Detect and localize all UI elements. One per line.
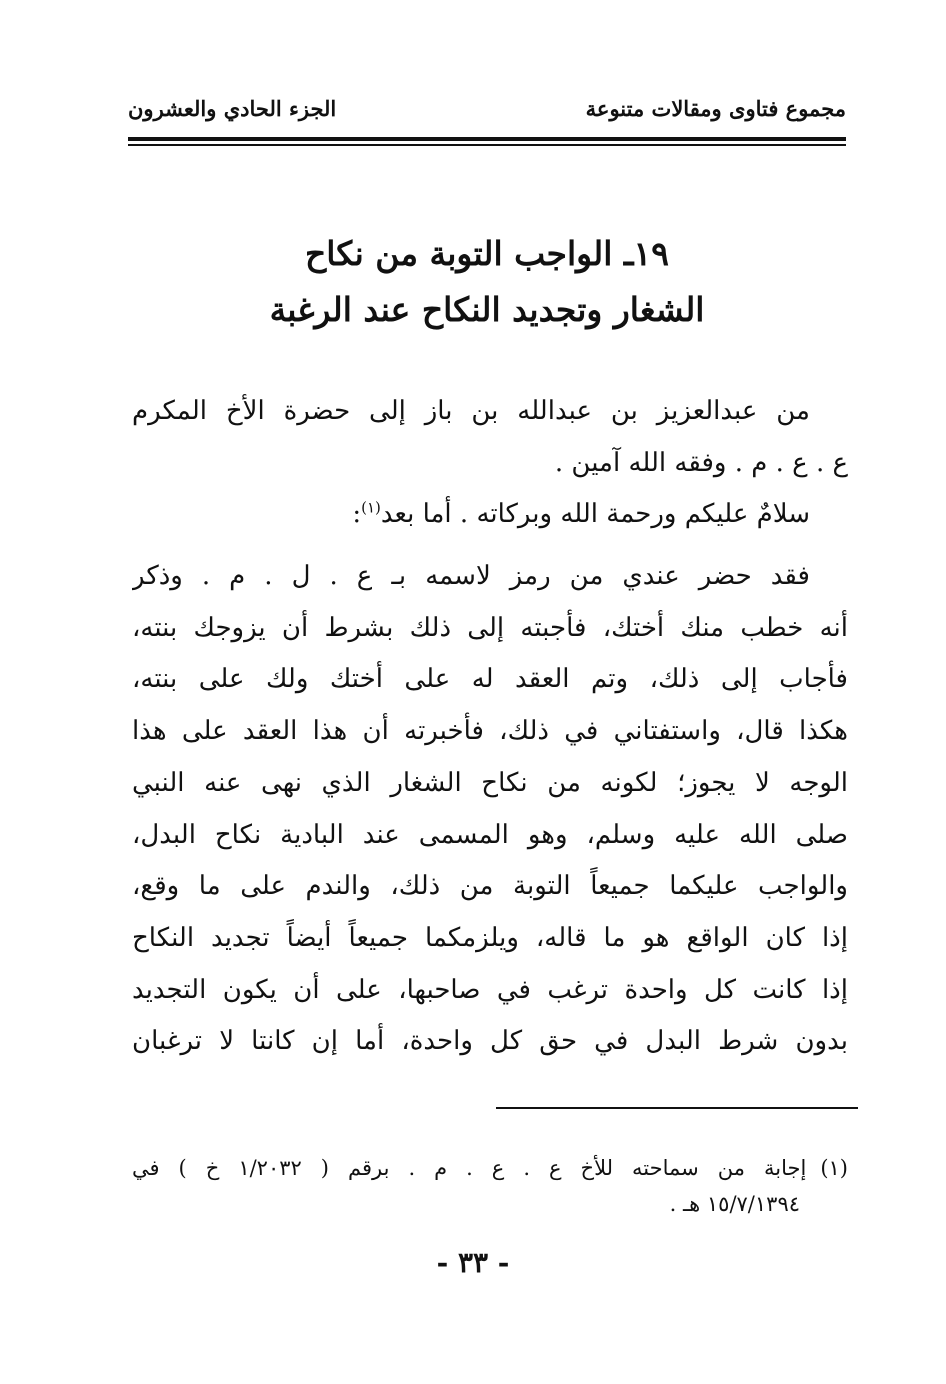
volume-title: الجزء الحادي والعشرون xyxy=(128,96,337,121)
greeting-text: سلامٌ عليكم ورحمة الله وبركاته . أما بعد xyxy=(380,499,810,530)
body-line: فقد حضر عندي من رمز لاسمه بـ ع . ل . م . وذكر xyxy=(132,561,810,592)
footnote xyxy=(132,1150,848,1222)
footnote-text: إجابة من سماحته للأخ ع . ع . م . برقم ( ١/٢٠٣٢ خ ) في xyxy=(132,1156,807,1180)
footnote-line-1 xyxy=(132,1150,848,1186)
running-header xyxy=(128,96,846,130)
header-rule-thick xyxy=(128,137,846,141)
body-line: أنه خطب منك أختك، فأجبته إلى ذلك بشرط أن يزوجك بنته، xyxy=(132,612,848,643)
footnote-marker[interactable]: (١) xyxy=(361,498,381,517)
body-line: إذا كانت كل واحدة ترغب في صاحبها، على أن يكون التجديد xyxy=(132,974,848,1005)
body-line: فأجاب إلى ذلك، وتم العقد له على أختك ولك على بنته، xyxy=(132,664,848,695)
body-line: والواجب عليكما جميعاً التوبة من ذلك، والندم على ما وقع، xyxy=(132,871,848,902)
series-title: مجموع فتاوى ومقالات متنوعة xyxy=(585,96,846,121)
footnote-number: (١) xyxy=(820,1156,848,1180)
title-line-1: ١٩ـ الواجب التوبة من نكاح xyxy=(305,234,669,273)
greeting-line xyxy=(132,489,848,541)
body-line: الوجه لا يجوز؛ لكونه من نكاح الشغار الذي نهى عنه النبي xyxy=(132,767,848,798)
body-line: صلى الله عليه وسلم، وهو المسمى عند البادية نكاح البدل، xyxy=(132,819,848,850)
page-number: - ٣٣ - xyxy=(436,1246,510,1279)
title-line-2: الشغار وتجديد النكاح عند الرغبة xyxy=(269,290,705,329)
greeting-colon: : xyxy=(352,499,362,530)
footnote-separator xyxy=(496,1107,858,1109)
body-line: بدون شرط البدل في حق كل واحدة، أما إن كانتا لا ترغبان xyxy=(132,1026,848,1057)
body-line: من عبدالعزيز بن عبدالله بن باز إلى حضرة الأخ المكرم xyxy=(132,396,810,426)
body-line: ع . ع . م . وفقه الله آمين . xyxy=(554,447,848,478)
body-line: هكذا قال، واستفتاني في ذلك، فأخبرته أن هذا العقد على هذا xyxy=(132,716,848,747)
header-rule-thin xyxy=(128,144,846,146)
footnote-line-2: ١٥/٧/١٣٩٤ هـ . xyxy=(669,1192,800,1216)
letter-body xyxy=(132,386,848,1068)
fatwa-title xyxy=(128,226,846,338)
body-line: إذا كان الواقع هو ما قاله، ويلزمكما جميعاً أيضاً تجديد النكاح xyxy=(132,922,848,953)
